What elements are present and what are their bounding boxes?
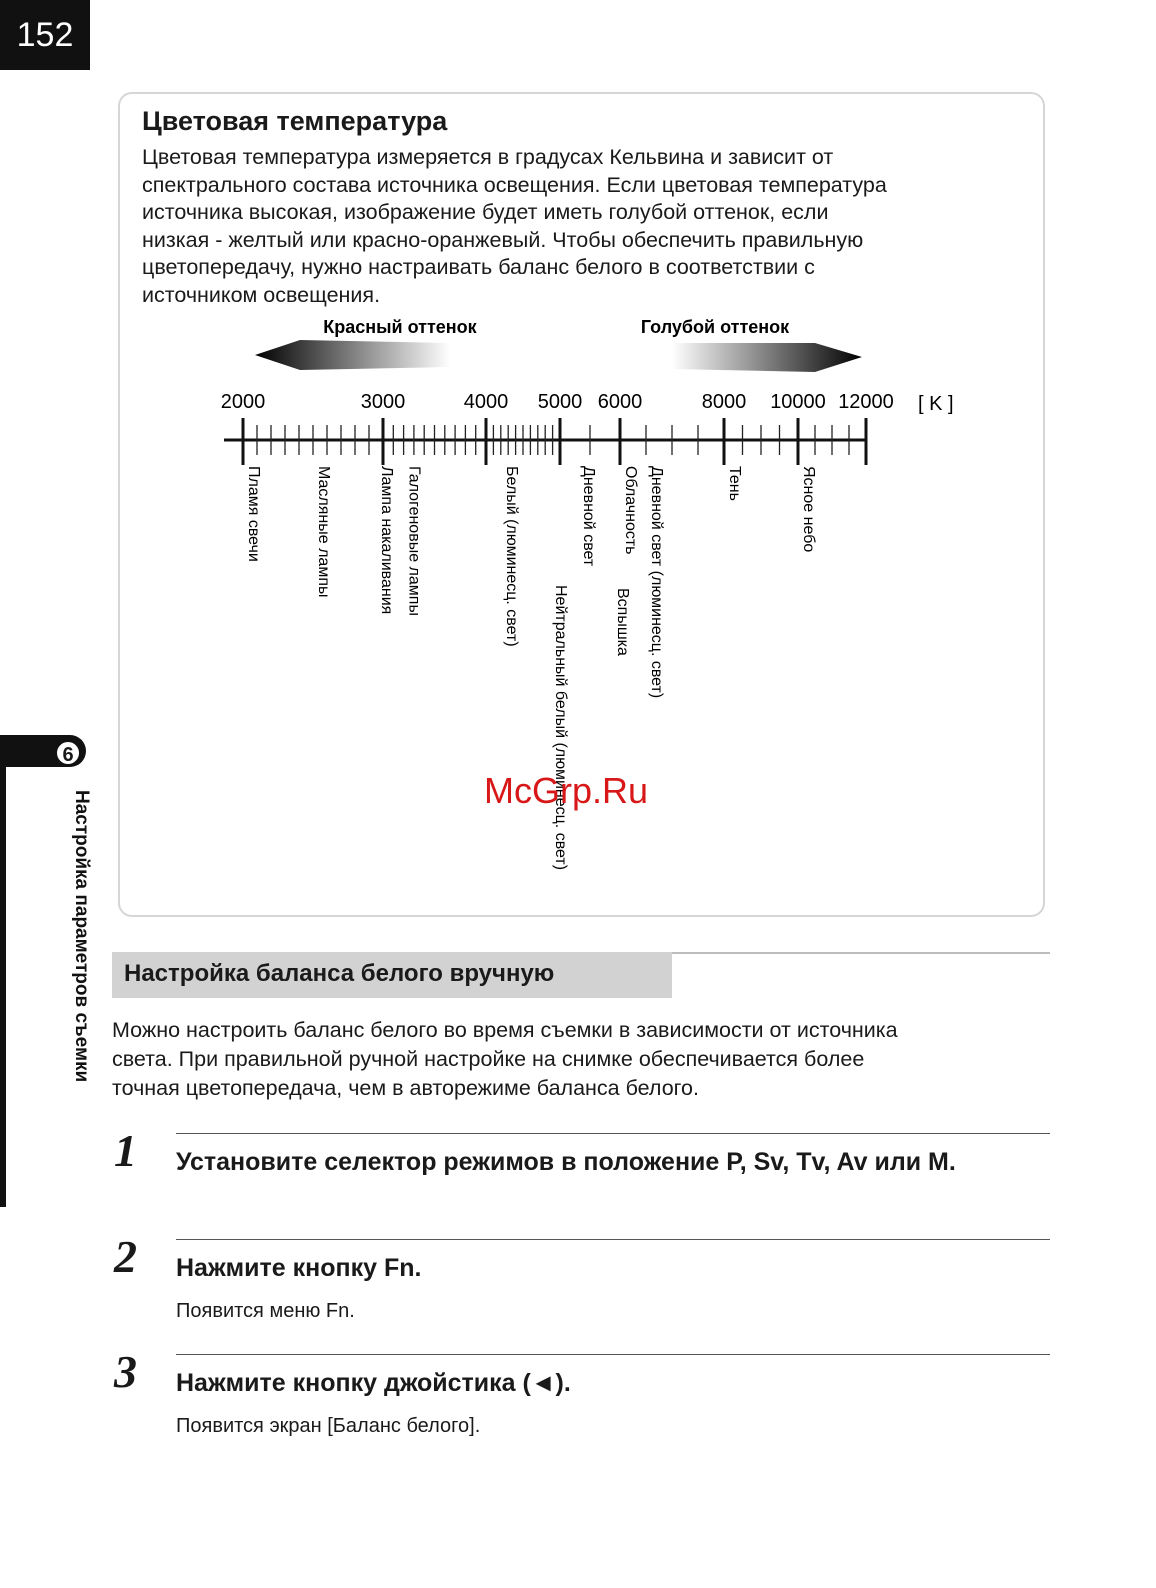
- page-number: 152: [0, 0, 90, 70]
- chapter-number: 6: [55, 740, 81, 766]
- light-source-label: Дневной свет (люминесц. свет): [648, 466, 665, 699]
- light-source-label: Ясное небо: [800, 466, 817, 553]
- light-source-label: Лампа накаливания: [378, 466, 395, 615]
- tick-label: 6000: [597, 391, 643, 413]
- step-title: Установите селектор режимов в положение P, Sv, Tv, Av или M.: [176, 1148, 956, 1176]
- step-note: Появится экран [Баланс белого].: [176, 1415, 481, 1437]
- text-line: цветопередачу, нужно настраивать баланс белого в соответствии с: [142, 255, 815, 279]
- unit-label: [ K ]: [918, 393, 954, 415]
- text-line: спектрального состава источника освещения. Если цветовая температура: [142, 172, 887, 197]
- light-source-label: Вспышка: [614, 588, 631, 656]
- chapter-title: Настройка параметров съемки: [71, 790, 92, 1083]
- text-line: низкая - желтый или красно-оранжевый. Чтобы обеспечить правильную: [142, 227, 864, 252]
- light-source-label: Пламя свечи: [245, 466, 262, 562]
- step-title: Нажмите кнопку джойстика (◄).: [176, 1369, 571, 1397]
- light-source-label: Нейтральный белый (люминесц. свет): [552, 585, 569, 871]
- section-intro: [112, 1016, 1052, 1103]
- text-line: источником освещения.: [142, 282, 381, 307]
- light-source-label: Тень: [726, 466, 743, 501]
- text-line: точная цветопередача, чем в авторежиме баланса белого.: [112, 1076, 699, 1100]
- color-temperature-title: Цветовая температура: [142, 106, 448, 136]
- tick-label: 8000: [701, 391, 747, 413]
- light-source-label: Масляные лампы: [315, 466, 332, 598]
- step-number: 2: [114, 1231, 137, 1282]
- tick-label: 10000: [770, 391, 826, 413]
- tick-label: 4000: [463, 391, 509, 413]
- light-source-label: Дневной свет: [580, 466, 597, 567]
- step-rule: [176, 1354, 1050, 1355]
- red-tint-arrow: [255, 340, 450, 370]
- step-number: 1: [114, 1125, 137, 1176]
- text-line: света. При правильной ручной настройке на снимке обеспечивается более: [112, 1047, 865, 1071]
- light-source-label: Облачность: [622, 466, 639, 555]
- watermark: McGrp.Ru: [484, 770, 649, 811]
- tick-label: 5000: [537, 391, 583, 413]
- text-line: источника высокая, изображение будет иметь голубой оттенок, если: [142, 200, 829, 224]
- step-title: Нажмите кнопку Fn.: [176, 1254, 422, 1282]
- blue-tint-arrow: [672, 343, 862, 372]
- step-rule: [176, 1133, 1050, 1134]
- tick-label: 3000: [360, 391, 406, 413]
- light-source-label: Белый (люминесц. свет): [502, 466, 520, 647]
- step-rule: [176, 1239, 1050, 1240]
- step-note: Появится меню Fn.: [176, 1300, 355, 1322]
- section-title: Настройка баланса белого вручную: [124, 960, 555, 987]
- step-number: 3: [114, 1346, 137, 1397]
- tick-label: 2000: [220, 391, 266, 413]
- light-source-label: Галогеновые лампы: [405, 466, 423, 616]
- blue-tint-label: Голубой оттенок: [640, 317, 790, 337]
- tick-label: 12000: [838, 391, 894, 413]
- red-tint-label: Красный оттенок: [323, 317, 477, 337]
- text-line: Можно настроить баланс белого во время съемки в зависимости от источника: [112, 1018, 898, 1042]
- text-line: Цветовая температура измеряется в градусах Кельвина и зависит от: [142, 145, 834, 169]
